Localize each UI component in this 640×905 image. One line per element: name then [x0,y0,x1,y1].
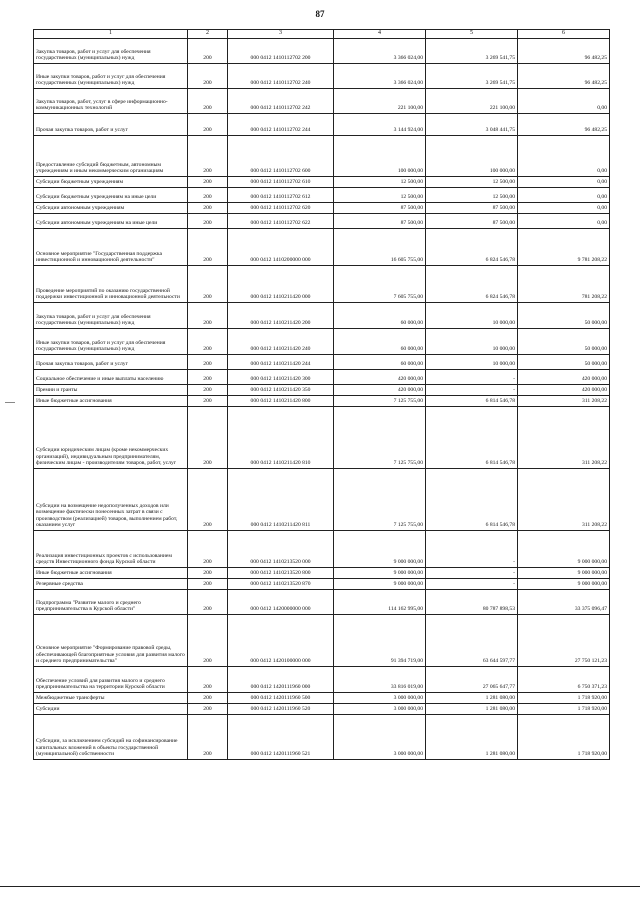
row-unexecuted-amount-cell: 781 208,22 [518,266,610,303]
row-executed-amount-cell: 6 824 546,78 [426,229,518,266]
table-row [34,385,610,396]
row-approved-amount-cell: 9 000 000,00 [334,579,426,590]
row-budget-classification-cell: 000 0412 1410213520 800 [228,568,334,579]
column-number-row [34,30,610,39]
row-executed-amount-cell: 10 000,00 [426,303,518,329]
row-name-cell: Предоставление субсидий бюджетным, автономным учреждениям и иным некоммерческим организациям [34,136,188,177]
row-executed-amount-cell: 10 000,00 [426,355,518,370]
row-budget-classification-cell: 000 0412 1410112702 600 [228,136,334,177]
row-executed-amount-cell: 6 814 546,78 [426,396,518,407]
row-approved-amount-cell: 87 500,00 [334,203,426,214]
row-code-cell: 200 [188,214,228,229]
table-row [34,203,610,214]
table-row [34,531,610,568]
row-code-cell: 200 [188,615,228,667]
row-code-cell: 200 [188,203,228,214]
row-approved-amount-cell: 7 605 755,00 [334,266,426,303]
row-code-cell: 200 [188,39,228,64]
row-executed-amount-cell: 27 065 647,77 [426,667,518,693]
row-executed-amount-cell: 6 824 546,78 [426,266,518,303]
row-unexecuted-amount-cell: 311 208,22 [518,469,610,531]
row-executed-amount-cell: - [426,579,518,590]
page-bottom-edge [0,886,640,887]
table-row [34,214,610,229]
row-executed-amount-cell: 1 281 080,00 [426,715,518,760]
row-budget-classification-cell: 000 0412 1410112702 612 [228,188,334,203]
row-unexecuted-amount-cell: 9 000 000,00 [518,531,610,568]
row-unexecuted-amount-cell: 96 482,25 [518,39,610,64]
row-approved-amount-cell: 60 000,00 [334,329,426,355]
row-unexecuted-amount-cell: 96 482,25 [518,114,610,136]
table-row [34,693,610,704]
row-code-cell: 200 [188,136,228,177]
row-budget-classification-cell: 000 0412 1410211420 350 [228,385,334,396]
row-executed-amount-cell: 221 100,00 [426,89,518,114]
row-approved-amount-cell: 3 366 024,00 [334,64,426,89]
row-budget-classification-cell: 000 0412 1410112702 244 [228,114,334,136]
row-executed-amount-cell: 1 281 080,00 [426,693,518,704]
row-code-cell: 200 [188,303,228,329]
row-name-cell: Субсидии бюджетным учреждениям [34,177,188,188]
row-code-cell: 200 [188,355,228,370]
row-unexecuted-amount-cell: 9 000 000,00 [518,568,610,579]
row-budget-classification-cell: 000 0412 1410211420 240 [228,329,334,355]
row-code-cell: 200 [188,188,228,203]
row-name-cell: Реализация инвестиционных проектов с использованием средств Инвестиционного фонда Курской области [34,531,188,568]
row-approved-amount-cell: 7 125 755,00 [334,396,426,407]
row-name-cell: Субсидии юридическим лицам (кроме некоммерческих организаций), индивидуальным предпринимателям, физическим лицам - производителям товаров, работ, услуг [34,407,188,469]
row-approved-amount-cell: 16 605 755,00 [334,229,426,266]
row-approved-amount-cell: 3 000 000,00 [334,693,426,704]
row-executed-amount-cell: 1 281 080,00 [426,704,518,715]
row-executed-amount-cell: 87 500,00 [426,203,518,214]
row-executed-amount-cell: 12 500,00 [426,177,518,188]
table-row [34,615,610,667]
table-row [34,407,610,469]
row-name-cell: Подпрограмма "Развитие малого и среднего предпринимательства в Курской области" [34,590,188,615]
row-budget-classification-cell: 000 0412 1410211420 811 [228,469,334,531]
row-executed-amount-cell: - [426,568,518,579]
row-budget-classification-cell: 000 0412 1410211420 200 [228,303,334,329]
row-name-cell: Иные закупки товаров, работ и услуг для обеспечения государственных (муниципальных) нужд [34,64,188,89]
table-row [34,370,610,385]
header-col-1: 1 [34,30,188,39]
row-approved-amount-cell: 91 394 719,00 [334,615,426,667]
row-approved-amount-cell: 7 125 755,00 [334,407,426,469]
row-budget-classification-cell: 000 0412 1420111960 520 [228,704,334,715]
table-row [34,177,610,188]
row-unexecuted-amount-cell: 311 208,22 [518,407,610,469]
row-approved-amount-cell: 3 000 000,00 [334,704,426,715]
row-code-cell: 200 [188,229,228,266]
row-budget-classification-cell: 000 0412 1410112702 622 [228,214,334,229]
row-approved-amount-cell: 420 000,00 [334,385,426,396]
row-code-cell: 200 [188,396,228,407]
header-col-5: 5 [426,30,518,39]
row-executed-amount-cell: 80 787 898,53 [426,590,518,615]
table-row [34,579,610,590]
row-budget-classification-cell: 000 0412 1410211420 000 [228,266,334,303]
row-approved-amount-cell: 114 162 995,00 [334,590,426,615]
table-row [34,590,610,615]
row-unexecuted-amount-cell: 96 482,25 [518,64,610,89]
table-row [34,39,610,64]
row-code-cell: 200 [188,266,228,303]
row-approved-amount-cell: 33 816 019,00 [334,667,426,693]
row-code-cell: 200 [188,177,228,188]
row-approved-amount-cell: 60 000,00 [334,303,426,329]
row-name-cell: Субсидии на возмещение недополученных доходов или возмещение фактически понесенных затрат в связи с производством (реализацией) товаров, выполнением работ, оказанием услуг [34,469,188,531]
row-approved-amount-cell: 100 000,00 [334,136,426,177]
row-code-cell: 200 [188,590,228,615]
row-executed-amount-cell: 3 048 441,75 [426,114,518,136]
row-name-cell: Субсидии, за исключением субсидий на софинансирование капитальных вложений в объекты государственной (муниципальной) собственности [34,715,188,760]
row-code-cell: 200 [188,531,228,568]
table-row [34,303,610,329]
row-approved-amount-cell: 12 500,00 [334,188,426,203]
row-name-cell: Премии и гранты [34,385,188,396]
table-row [34,64,610,89]
row-name-cell: Основное мероприятие "Государственная поддержка инвестиционной и инновационной деятельности" [34,229,188,266]
row-code-cell: 200 [188,568,228,579]
row-budget-classification-cell: 000 0412 1420000000 000 [228,590,334,615]
row-unexecuted-amount-cell: 27 750 121,23 [518,615,610,667]
table-row [34,667,610,693]
row-budget-classification-cell: 000 0412 1410200000 000 [228,229,334,266]
row-unexecuted-amount-cell: 9 000 000,00 [518,579,610,590]
table-row [34,114,610,136]
table-row [34,188,610,203]
row-approved-amount-cell: 7 125 755,00 [334,469,426,531]
row-code-cell: 200 [188,329,228,355]
row-executed-amount-cell: 6 814 546,78 [426,407,518,469]
row-approved-amount-cell: 12 500,00 [334,177,426,188]
row-approved-amount-cell: 9 000 000,00 [334,531,426,568]
row-budget-classification-cell: 000 0412 1410211420 800 [228,396,334,407]
row-unexecuted-amount-cell: 311 208,22 [518,396,610,407]
row-approved-amount-cell: 420 000,00 [334,370,426,385]
row-budget-classification-cell: 000 0412 1410112702 242 [228,89,334,114]
row-approved-amount-cell: 3 366 024,00 [334,39,426,64]
row-unexecuted-amount-cell: 0,00 [518,89,610,114]
table-row [34,89,610,114]
row-executed-amount-cell: 87 500,00 [426,214,518,229]
header-col-4: 4 [334,30,426,39]
row-budget-classification-cell: 000 0412 1410213520 870 [228,579,334,590]
row-budget-classification-cell: 000 0412 1410213520 000 [228,531,334,568]
row-approved-amount-cell: 3 144 924,00 [334,114,426,136]
row-executed-amount-cell: 3 269 541,75 [426,39,518,64]
row-executed-amount-cell: - [426,370,518,385]
row-name-cell: Субсидии автономным учреждениям [34,203,188,214]
row-unexecuted-amount-cell: 50 000,00 [518,303,610,329]
row-unexecuted-amount-cell: 33 375 096,47 [518,590,610,615]
row-unexecuted-amount-cell: 0,00 [518,136,610,177]
page-number: 87 [315,9,325,19]
row-budget-classification-cell: 000 0412 1410112702 620 [228,203,334,214]
row-code-cell: 200 [188,715,228,760]
row-unexecuted-amount-cell: 420 000,00 [518,385,610,396]
row-name-cell: Закупка товаров, работ и услуг для обеспечения государственных (муниципальных) нужд [34,303,188,329]
row-approved-amount-cell: 3 000 000,00 [334,715,426,760]
row-budget-classification-cell: 000 0412 1410211420 244 [228,355,334,370]
row-code-cell: 200 [188,407,228,469]
row-name-cell: Обеспечение условий для развития малого и среднего предпринимательства на территории Курской области [34,667,188,693]
row-code-cell: 200 [188,469,228,531]
header-col-6: 6 [518,30,610,39]
row-approved-amount-cell: 221 100,00 [334,89,426,114]
row-unexecuted-amount-cell: 1 718 920,00 [518,715,610,760]
row-code-cell: 200 [188,704,228,715]
row-approved-amount-cell: 9 000 000,00 [334,568,426,579]
row-budget-classification-cell: 000 0412 1420111960 500 [228,693,334,704]
row-approved-amount-cell: 87 500,00 [334,214,426,229]
row-executed-amount-cell: 100 000,00 [426,136,518,177]
row-name-cell: Субсидии бюджетным учреждениям на иные цели [34,188,188,203]
table-row [34,704,610,715]
table-row [34,469,610,531]
row-code-cell: 200 [188,385,228,396]
row-code-cell: 200 [188,114,228,136]
table-row [34,229,610,266]
table-row [34,266,610,303]
row-executed-amount-cell: - [426,531,518,568]
row-unexecuted-amount-cell: 50 000,00 [518,329,610,355]
row-unexecuted-amount-cell: 0,00 [518,177,610,188]
table-row [34,355,610,370]
row-unexecuted-amount-cell: 1 718 920,00 [518,704,610,715]
row-budget-classification-cell: 000 0412 1410211420 810 [228,407,334,469]
row-unexecuted-amount-cell: 0,00 [518,188,610,203]
row-unexecuted-amount-cell: 6 750 371,23 [518,667,610,693]
row-name-cell: Субсидии автономным учреждениям на иные цели [34,214,188,229]
row-unexecuted-amount-cell: 1 718 920,00 [518,693,610,704]
header-col-2: 2 [188,30,228,39]
row-name-cell: Закупка товаров, работ и услуг для обеспечения государственных (муниципальных) нужд [34,39,188,64]
row-name-cell: Иные бюджетные ассигнования [34,396,188,407]
table-row [34,396,610,407]
row-name-cell: Прочая закупка товаров, работ и услуг [34,114,188,136]
row-code-cell: 200 [188,693,228,704]
row-name-cell: Социальное обеспечение и иные выплаты населению [34,370,188,385]
row-unexecuted-amount-cell: 9 781 208,22 [518,229,610,266]
row-budget-classification-cell: 000 0412 1420100000 000 [228,615,334,667]
row-executed-amount-cell: 63 644 597,77 [426,615,518,667]
row-approved-amount-cell: 60 000,00 [334,355,426,370]
row-unexecuted-amount-cell: 0,00 [518,214,610,229]
row-name-cell: Межбюджетные трансферты [34,693,188,704]
row-name-cell: Резервные средства [34,579,188,590]
row-name-cell: Закупка товаров, работ, услуг в сфере информационно-коммуникационных технологий [34,89,188,114]
row-executed-amount-cell: - [426,385,518,396]
row-unexecuted-amount-cell: 50 000,00 [518,355,610,370]
row-code-cell: 200 [188,64,228,89]
row-name-cell: Субсидии [34,704,188,715]
row-name-cell: Иные бюджетные ассигнования [34,568,188,579]
row-executed-amount-cell: 3 269 541,75 [426,64,518,89]
row-executed-amount-cell: 12 500,00 [426,188,518,203]
row-name-cell: Иные закупки товаров, работ и услуг для обеспечения государственных (муниципальных) нужд [34,329,188,355]
row-name-cell: Прочая закупка товаров, работ и услуг [34,355,188,370]
row-name-cell: Основное мероприятие "Формирование правовой среды, обеспечивающей благоприятные условия для развития малого и среднего предпринимательства" [34,615,188,667]
row-budget-classification-cell: 000 0412 1420111960 521 [228,715,334,760]
row-code-cell: 200 [188,89,228,114]
row-budget-classification-cell: 000 0412 1410211420 300 [228,370,334,385]
table-row [34,329,610,355]
row-budget-classification-cell: 000 0412 1410112702 200 [228,39,334,64]
row-code-cell: 200 [188,667,228,693]
row-executed-amount-cell: 10 000,00 [426,329,518,355]
table-row [34,715,610,760]
row-code-cell: 200 [188,370,228,385]
row-code-cell: 200 [188,579,228,590]
row-name-cell: Проведение мероприятий по оказанию государственной поддержки инвестиционной и инновационной деятельности [34,266,188,303]
row-executed-amount-cell: 6 814 546,78 [426,469,518,531]
table-row [34,568,610,579]
row-budget-classification-cell: 000 0412 1410112702 240 [228,64,334,89]
row-unexecuted-amount-cell: 0,00 [518,203,610,214]
row-budget-classification-cell: 000 0412 1420111960 000 [228,667,334,693]
row-unexecuted-amount-cell: 420 000,00 [518,370,610,385]
header-col-3: 3 [228,30,334,39]
row-budget-classification-cell: 000 0412 1410112702 610 [228,177,334,188]
margin-mark [5,402,15,403]
budget-execution-table [33,29,610,760]
table-row [34,136,610,177]
